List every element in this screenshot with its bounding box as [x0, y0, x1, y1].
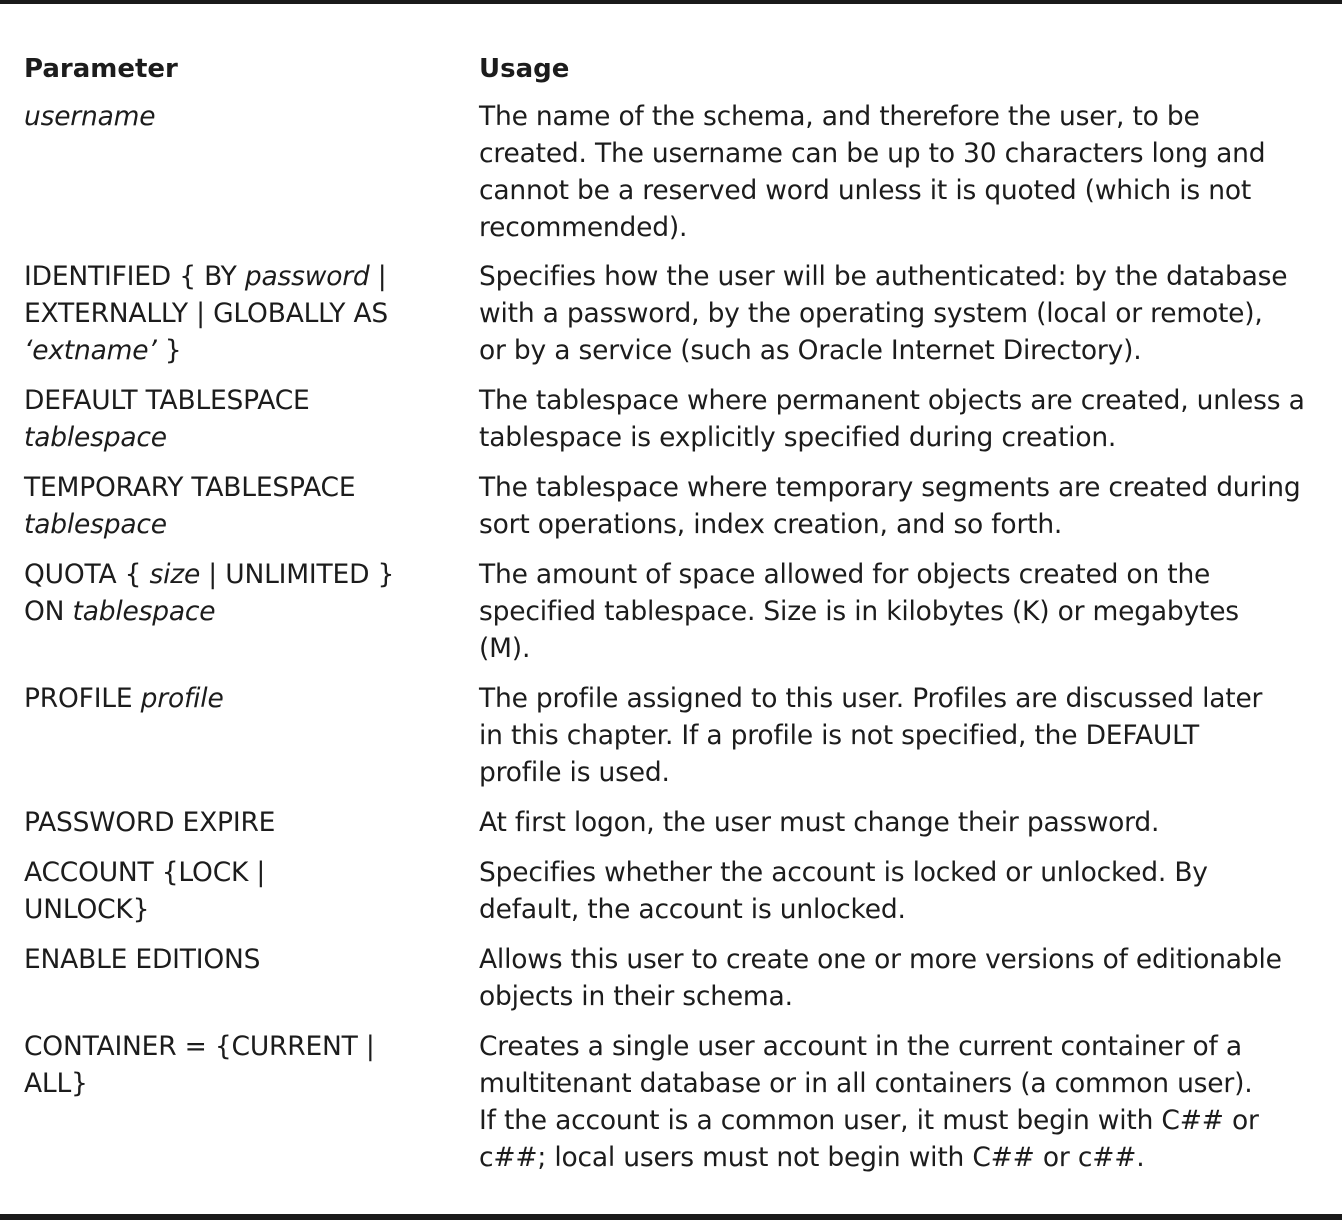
- parameter-cell: [24, 680, 479, 791]
- usage-cell: Creates a single user account in the current container of a multitenant database or in all containers (a common user). If the account is a common user, it must begin with C## or c##; local users must not begin with C## or c##.: [479, 1031, 1259, 1173]
- table-row: [24, 854, 1324, 928]
- bottom-rule: [0, 1214, 1342, 1220]
- parameter-keyword: ACCOUNT {LOCK | UNLOCK}: [24, 857, 266, 925]
- parameter-placeholder: tablespace: [72, 596, 216, 627]
- parameter-cell: [24, 98, 479, 246]
- top-rule: [0, 0, 1342, 4]
- table-body: [24, 98, 1324, 1176]
- parameter-keyword: PROFILE: [24, 683, 141, 714]
- parameter-cell: [24, 382, 479, 456]
- parameter-cell: [24, 854, 479, 928]
- table-row: [24, 258, 1324, 369]
- usage-cell: The tablespace where temporary segments are created during sort operations, index creation, and so forth.: [479, 472, 1301, 540]
- parameter-table: [24, 50, 1324, 1176]
- parameter-cell: [24, 804, 479, 841]
- table-row: [24, 556, 1324, 667]
- parameter-placeholder: tablespace: [24, 509, 167, 540]
- usage-cell: Specifies how the user will be authenticated: by the database with a password, by the operating system (local or remote), or by a service (such as Oracle Internet Directory).: [479, 261, 1288, 366]
- table-header: [24, 50, 1324, 98]
- parameter-cell: [24, 556, 479, 667]
- header-parameter: Parameter: [24, 54, 178, 84]
- table-row: [24, 804, 1324, 841]
- parameter-cell: [24, 941, 479, 1015]
- parameter-keyword: ENABLE EDITIONS: [24, 944, 261, 975]
- usage-cell: The name of the schema, and therefore the user, to be created. The username can be up to 30 characters long and cannot be a reserved word unless it is quoted (which is not recommended).: [479, 101, 1266, 243]
- table-row: [24, 1028, 1324, 1176]
- parameter-cell: [24, 258, 479, 369]
- usage-cell: At first logon, the user must change their password.: [479, 807, 1160, 838]
- parameter-keyword: }: [156, 335, 182, 366]
- parameter-placeholder: ‘extname’: [24, 335, 157, 366]
- parameter-keyword: | UNLIMITED } ON: [24, 559, 395, 627]
- parameter-placeholder: profile: [140, 683, 224, 714]
- parameter-keyword: IDENTIFIED { BY: [24, 261, 245, 292]
- table-row: [24, 469, 1324, 543]
- parameter-keyword: | EXTERNALLY | GLOBALLY AS: [24, 261, 388, 329]
- table-row: [24, 941, 1324, 1015]
- parameter-placeholder: size: [149, 559, 201, 590]
- parameter-placeholder: username: [24, 101, 156, 132]
- parameter-keyword: QUOTA {: [24, 559, 150, 590]
- parameter-keyword: DEFAULT TABLESPACE: [24, 385, 310, 416]
- parameter-placeholder: password: [244, 261, 370, 292]
- header-usage: Usage: [479, 54, 570, 84]
- table-row: [24, 98, 1324, 246]
- usage-cell: Specifies whether the account is locked or unlocked. By default, the account is unlocked.: [479, 857, 1208, 925]
- parameter-keyword: TEMPORARY TABLESPACE: [24, 472, 356, 503]
- usage-cell: Allows this user to create one or more versions of editionable objects in their schema.: [479, 944, 1282, 1012]
- usage-cell: The profile assigned to this user. Profiles are discussed later in this chapter. If a profile is not specified, the DEFAULT profile is used.: [479, 683, 1263, 788]
- table-row: [24, 680, 1324, 791]
- parameter-keyword: CONTAINER = {CURRENT | ALL}: [24, 1031, 375, 1099]
- usage-cell: The amount of space allowed for objects created on the specified tablespace. Size is in kilobytes (K) or megabytes (M).: [479, 559, 1239, 664]
- usage-cell: The tablespace where permanent objects are created, unless a tablespace is explicitly specified during creation.: [479, 385, 1305, 453]
- table-row: [24, 382, 1324, 456]
- parameter-keyword: PASSWORD EXPIRE: [24, 807, 276, 838]
- parameter-cell: [24, 1028, 479, 1176]
- parameter-cell: [24, 469, 479, 543]
- parameter-placeholder: tablespace: [24, 422, 167, 453]
